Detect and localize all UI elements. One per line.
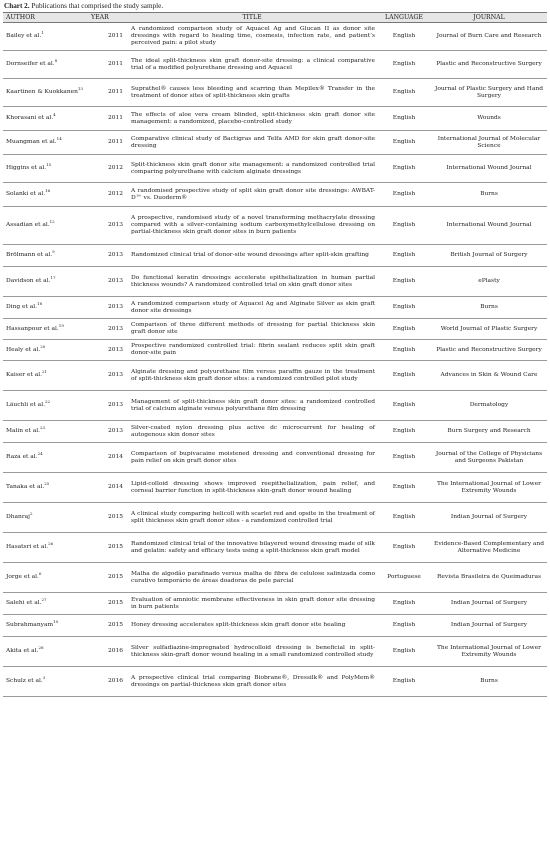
table-row	[3, 319, 547, 340]
author-name: Healy et al.	[6, 346, 41, 353]
language-cell: English	[377, 667, 431, 697]
title-cell: Management of split-thickness skin graft donor sites: a randomized controlled trial of calcium alginate versus polyurethane film dressing	[127, 391, 377, 421]
table-row	[3, 340, 547, 361]
year-cell: 2011	[89, 107, 127, 131]
language-cell: English	[377, 340, 431, 361]
reference-number: 27	[41, 597, 47, 603]
author-cell	[3, 51, 89, 79]
header-language: LANGUAGE	[377, 13, 431, 23]
table-row	[3, 79, 547, 107]
author-name: Dhanraj	[6, 514, 30, 521]
title-cell: Alginate dressing and polyurethane film versus paraffin gauze in the treatment of split-thickness skin graft donor sites: a randomized controlled pilot study	[127, 361, 377, 391]
journal-cell: Plastic and Reconstructive Surgery	[431, 340, 547, 361]
year-cell: 2012	[89, 183, 127, 207]
language-cell: Portuguese	[377, 563, 431, 593]
title-cell: Lipid-colloid dressing shows improved reepithelialization, pain relief, and corneal barrier function in split-thickness skin-graft donor wound healing	[127, 473, 377, 503]
title-cell: Evaluation of amniotic membrane effectiveness in skin graft donor site dressing in burn patients	[127, 593, 377, 615]
author-name: Muangman et al.	[6, 139, 57, 146]
journal-cell: Journal of Plastic Surgery and Hand Surgery	[431, 79, 547, 107]
title-cell: Comparison of bupivacaine moistened dressing and conventional dressing for pain relief on skin graft donor sites	[127, 443, 377, 473]
journal-cell: Indian Journal of Surgery	[431, 503, 547, 533]
reference-number: 22	[44, 399, 51, 405]
reference-number: 28	[38, 645, 44, 651]
author-name: Higgins et al.	[6, 165, 47, 172]
language-cell: English	[377, 23, 431, 51]
header-title: TITLE	[127, 13, 377, 23]
language-cell: English	[377, 207, 431, 245]
table-row	[3, 267, 547, 297]
language-cell: English	[377, 421, 431, 443]
caption-text: Publications that comprised the study sample.	[29, 2, 164, 10]
author-name: Subrahmanyam	[6, 622, 54, 629]
language-cell: English	[377, 107, 431, 131]
author-name: Läuchli et al.	[6, 402, 45, 409]
title-cell: Honey dressing accelerates split-thickness skin graft donor site healing	[127, 615, 377, 637]
author-name: Ding et al.	[6, 304, 38, 311]
author-name: Schulz et al.	[6, 678, 43, 685]
title-cell: A prospective, randomised study of a novel transforming methacrylate dressing compared with a silver-containing sodium carboxymethylcellulose dressing on partial-thickness skin graft donor sites in burn patients	[127, 207, 377, 245]
author-cell	[3, 340, 89, 361]
reference-number: 17	[50, 275, 56, 281]
author-cell	[3, 503, 89, 533]
table-row	[3, 421, 547, 443]
author-cell	[3, 23, 89, 51]
journal-cell: Burn Surgery and Research	[431, 421, 547, 443]
journal-cell: Indian Journal of Surgery	[431, 593, 547, 615]
reference-number: 26	[48, 541, 54, 547]
year-cell: 2012	[89, 155, 127, 183]
language-cell: English	[377, 183, 431, 207]
table-row	[3, 245, 547, 267]
year-cell: 2015	[89, 593, 127, 615]
language-cell: English	[377, 319, 431, 340]
author-cell	[3, 155, 89, 183]
reference-number: 16	[45, 188, 51, 194]
author-name: Akita et al.	[6, 648, 39, 655]
journal-cell: Advances in Skin & Wound Care	[431, 361, 547, 391]
table-row	[3, 361, 547, 391]
language-cell: English	[377, 267, 431, 297]
table-row	[3, 107, 547, 131]
author-cell	[3, 593, 89, 615]
table-row	[3, 473, 547, 503]
reference-number: 4	[53, 112, 56, 118]
author-cell	[3, 421, 89, 443]
author-cell	[3, 361, 89, 391]
year-cell: 2013	[89, 361, 127, 391]
author-cell	[3, 563, 89, 593]
language-cell: English	[377, 391, 431, 421]
author-cell	[3, 637, 89, 667]
year-cell: 2013	[89, 267, 127, 297]
reference-number: 12	[49, 219, 55, 225]
author-cell	[3, 667, 89, 697]
author-name: Kaartinen & Kuokkanen	[6, 89, 78, 96]
title-cell: Do functional keratin dressings accelerate epithelialization in human partial thickness wounds? A randomized controlled trial on skin graft donor sites	[127, 267, 377, 297]
author-cell	[3, 131, 89, 155]
author-name: Dornseifer et al.	[6, 61, 55, 68]
author-name: Assadian et al.	[6, 222, 50, 229]
author-name: Salehi et al.	[6, 600, 42, 607]
table-row	[3, 637, 547, 667]
language-cell: English	[377, 637, 431, 667]
reference-number: 18	[37, 301, 43, 307]
author-cell	[3, 443, 89, 473]
language-cell: English	[377, 615, 431, 637]
year-cell: 2013	[89, 207, 127, 245]
author-name: Tanaka et al.	[6, 484, 45, 491]
author-cell	[3, 245, 89, 267]
table-row	[3, 391, 547, 421]
author-name: Kaiser et al.	[6, 372, 42, 379]
reference-number: 9	[52, 249, 55, 255]
year-cell: 2016	[89, 667, 127, 697]
author-cell	[3, 107, 89, 131]
language-cell: English	[377, 297, 431, 319]
journal-cell: Burns	[431, 667, 547, 697]
year-cell: 2013	[89, 297, 127, 319]
language-cell: English	[377, 443, 431, 473]
language-cell: English	[377, 79, 431, 107]
year-cell: 2013	[89, 245, 127, 267]
journal-cell: Burns	[431, 297, 547, 319]
author-cell	[3, 473, 89, 503]
year-cell: 2015	[89, 533, 127, 563]
title-cell: Malha de algodão parafinado versus malha de fibra de celulose salinizada como curativo temporário de áreas doadoras de pele parcial	[127, 563, 377, 593]
language-cell: English	[377, 503, 431, 533]
author-cell	[3, 207, 89, 245]
caption-label: Chart 2.	[4, 2, 30, 10]
title-cell: Suprathel® causes less bleeding and scarring than Mepilex® Transfer in the treatment of donor sites of split-thickness skin grafts	[127, 79, 377, 107]
language-cell: English	[377, 51, 431, 79]
author-name: Jorge et al.	[6, 574, 39, 581]
year-cell: 2014	[89, 473, 127, 503]
author-cell	[3, 183, 89, 207]
author-name: Malin et al.	[6, 428, 40, 435]
language-cell: English	[377, 131, 431, 155]
journal-cell: Revista Brasileira de Queimaduras	[431, 563, 547, 593]
author-name: Davidson et al.	[6, 278, 51, 285]
language-cell: English	[377, 155, 431, 183]
language-cell: English	[377, 533, 431, 563]
language-cell: English	[377, 245, 431, 267]
header-author: AUTHOR	[3, 13, 89, 23]
reference-number: 13	[77, 86, 83, 92]
reference-number: 14	[56, 136, 62, 142]
author-name: Bailey et al.	[6, 33, 42, 40]
author-cell	[3, 79, 89, 107]
title-cell: Silver sulfadiazine-impregnated hydrocolloid dressing is beneficial in split-thickness skin-graft donor wound healing in a small randomized controlled study	[127, 637, 377, 667]
language-cell: English	[377, 593, 431, 615]
title-cell: Silver-coated nylon dressing plus active dc microcurrent for healing of autogenous skin donor sites	[127, 421, 377, 443]
table-body	[3, 23, 547, 697]
author-name: Brölmann et al.	[6, 252, 53, 259]
title-cell: A randomized comparison study of Aquacel Ag and Glucan II as donor site dressings with regard to healing time, cosmesis, infection rate, and patient’s perceived pain: a pilot study	[127, 23, 377, 51]
author-cell	[3, 297, 89, 319]
year-cell: 2015	[89, 503, 127, 533]
journal-cell: The International Journal of Lower Extremity Wounds	[431, 473, 547, 503]
journal-cell: Plastic and Reconstructive Surgery	[431, 51, 547, 79]
title-cell: A prospective clinical trial comparing Biobrane®, Dressilk® and PolyMem® dressings on partial-thickness skin graft donor sites	[127, 667, 377, 697]
journal-cell: International Wound Journal	[431, 207, 547, 245]
author-cell	[3, 319, 89, 340]
year-cell: 2013	[89, 340, 127, 361]
year-cell: 2013	[89, 421, 127, 443]
year-cell: 2011	[89, 23, 127, 51]
year-cell: 2016	[89, 637, 127, 667]
journal-cell: British Journal of Surgery	[431, 245, 547, 267]
journal-cell: Journal of the College of Physicians and Surgeons Pakistan	[431, 443, 547, 473]
author-cell	[3, 533, 89, 563]
journal-cell: Evidence-Based Complementary and Alternative Medicine	[431, 533, 547, 563]
title-cell: Comparison of three different methods of dressing for partial thickness skin graft donor site	[127, 319, 377, 340]
table-row	[3, 131, 547, 155]
table-row	[3, 615, 547, 637]
table-row	[3, 667, 547, 697]
author-cell	[3, 391, 89, 421]
title-cell: Randomized clinical trial of donor-site wound dressings after split-skin grafting	[127, 245, 377, 267]
journal-cell: Burns	[431, 183, 547, 207]
year-cell: 2013	[89, 319, 127, 340]
table-row	[3, 563, 547, 593]
year-cell: 2011	[89, 131, 127, 155]
author-name: Hassanpour et al.	[6, 325, 59, 332]
reference-number: 25	[44, 481, 50, 487]
table-row	[3, 23, 547, 51]
journal-cell: Indian Journal of Surgery	[431, 615, 547, 637]
title-cell: A clinical study comparing helicoll with scarlet red and opsite in the treatment of split thickness skin graft donor sites - a randomized controlled trial	[127, 503, 377, 533]
table-caption	[4, 2, 163, 10]
reference-number: 23	[39, 425, 46, 431]
publications-table	[3, 12, 547, 697]
journal-cell: Journal of Burn Care and Research	[431, 23, 547, 51]
author-name: Khorasani et al.	[6, 115, 54, 122]
language-cell: English	[377, 361, 431, 391]
journal-cell: The International Journal of Lower Extremity Wounds	[431, 637, 547, 667]
title-cell: A randomised prospective study of split skin graft donor site dressings: AWBAT-D™ vs. Duoderm®	[127, 183, 377, 207]
language-cell: English	[377, 473, 431, 503]
table-row	[3, 297, 547, 319]
header-journal: JOURNAL	[431, 13, 547, 23]
reference-number: 21	[42, 369, 48, 375]
table-row	[3, 533, 547, 563]
reference-number: 8	[54, 58, 58, 64]
table-row	[3, 183, 547, 207]
reference-number: 2	[29, 511, 33, 517]
journal-cell: World Journal of Plastic Surgery	[431, 319, 547, 340]
year-cell: 2014	[89, 443, 127, 473]
author-name: Solanki et al.	[6, 191, 46, 198]
title-cell: The effects of aloe vera cream blinded, split-thickness skin graft donor site management: a randomized, placebo-controlled study	[127, 107, 377, 131]
table-row	[3, 503, 547, 533]
author-cell	[3, 615, 89, 637]
reference-number: 15	[46, 162, 52, 168]
reference-number: 20	[40, 343, 46, 349]
table-row	[3, 155, 547, 183]
title-cell: Randomized clinical trial of the innovative bilayered wound dressing made of silk and gelatin: safety and efficacy tests using a split-thickness skin graft model	[127, 533, 377, 563]
year-cell: 2013	[89, 391, 127, 421]
author-cell	[3, 267, 89, 297]
journal-cell: Wounds	[431, 107, 547, 131]
title-cell: A randomized comparison study of Aquacel Ag and Alginate Silver as skin graft donor site dressings	[127, 297, 377, 319]
reference-number: 24	[37, 451, 43, 457]
table-row	[3, 443, 547, 473]
reference-number: 6	[38, 571, 42, 577]
table-row	[3, 51, 547, 79]
reference-number: 3	[42, 675, 46, 681]
journal-cell: International Journal of Molecular Science	[431, 131, 547, 155]
title-cell: Comparative clinical study of Bactigras and Telfa AMD for skin graft donor-site dressing	[127, 131, 377, 155]
table-row	[3, 207, 547, 245]
reference-number: 19	[58, 322, 64, 328]
year-cell: 2015	[89, 563, 127, 593]
journal-cell: Dermatology	[431, 391, 547, 421]
title-cell: Prospective randomized controlled trial: fibrin sealant reduces split skin graft donor-site pain	[127, 340, 377, 361]
title-cell: Split-thickness skin graft donor site management: a randomized controlled trial comparing polyurethane with calcium alginate dressings	[127, 155, 377, 183]
reference-number: 1	[41, 30, 44, 36]
year-cell: 2011	[89, 79, 127, 107]
journal-cell: International Wound Journal	[431, 155, 547, 183]
header-year: YEAR	[89, 13, 127, 23]
table-header	[3, 13, 547, 23]
journal-cell: ePlasty	[431, 267, 547, 297]
author-name: Hasatsri et al.	[6, 544, 49, 551]
table-row	[3, 593, 547, 615]
author-name: Raza et al.	[6, 454, 38, 461]
year-cell: 2015	[89, 615, 127, 637]
title-cell: The ideal split-thickness skin graft donor-site dressing: a clinical comparative trial of a modified polyurethane dressing and Aquacel	[127, 51, 377, 79]
reference-number: 10	[53, 619, 59, 625]
year-cell: 2011	[89, 51, 127, 79]
